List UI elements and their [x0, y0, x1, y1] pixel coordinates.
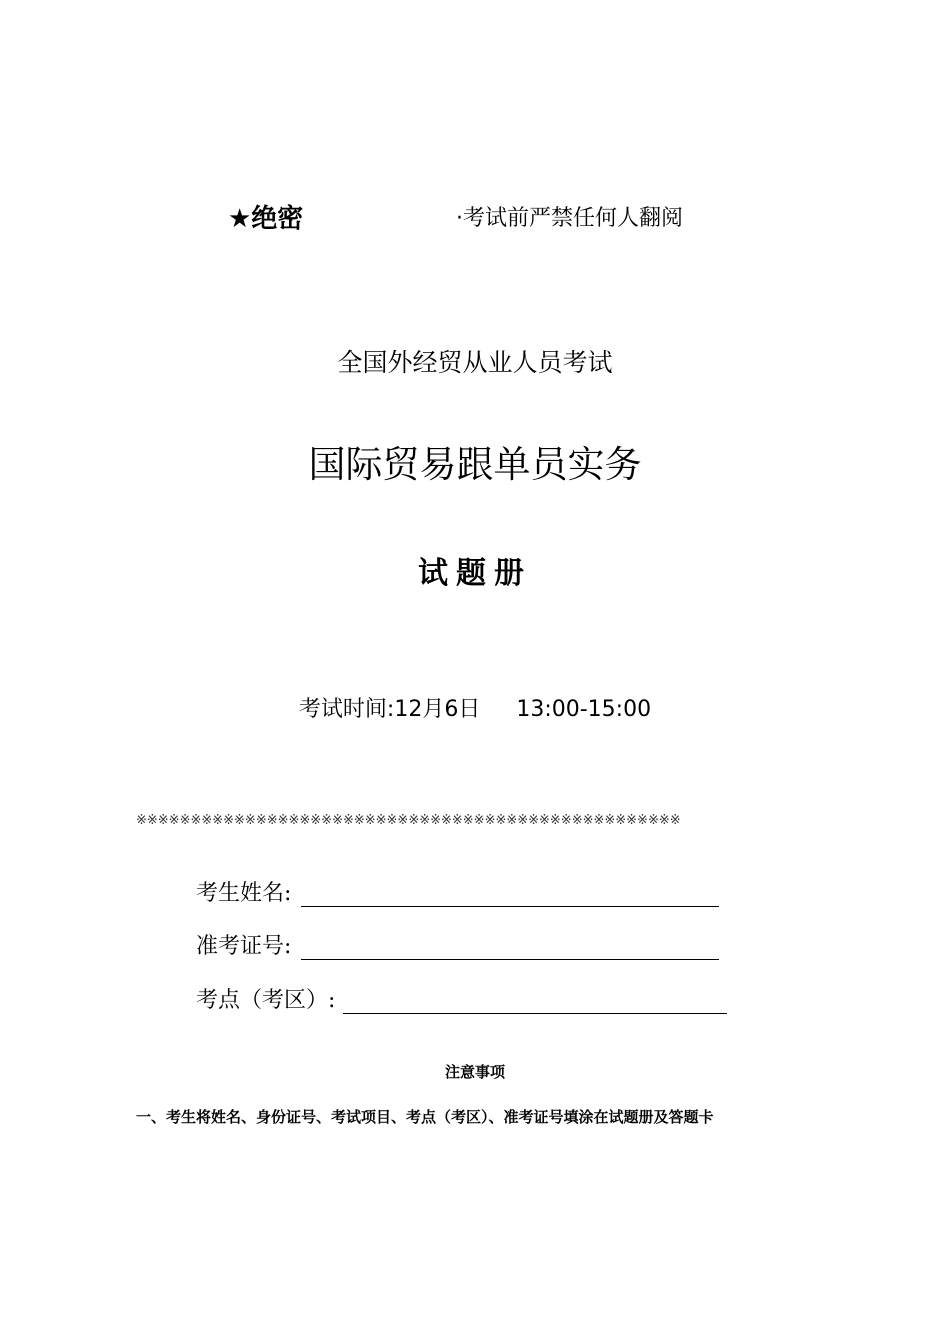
exam-organization-title: 全国外经贸从业人员考试	[337, 348, 613, 377]
confidential-label: ★绝密	[228, 204, 304, 234]
exam-hours: 13:00-15:00	[516, 697, 652, 722]
admission-number-field	[196, 929, 719, 960]
exam-location-label: 考点（考区）:	[196, 988, 336, 1013]
no-preview-warning: ·考试前严禁任何人翻阅	[456, 206, 683, 231]
exam-date: 12月6日	[394, 697, 481, 722]
candidate-name-blank[interactable]	[301, 884, 719, 907]
candidate-name-field	[196, 876, 719, 907]
separator-line: ※※※※※※※※※※※※※※※※※※※※※※※※※※※※※※※※※※※※※※※※※※※※※※※※※※	[136, 813, 681, 828]
exam-time-label: 考试时间:	[298, 697, 395, 722]
admission-number-label: 准考证号:	[196, 934, 292, 959]
exam-subject-title: 国际贸易跟单员实务	[308, 443, 642, 486]
exam-location-field	[196, 983, 727, 1014]
exam-time	[0, 692, 950, 723]
exam-location-blank[interactable]	[343, 991, 727, 1014]
notice-item-1: 一、考生将姓名、身份证号、考试项目、考点（考区）、准考证号填涂在试题册及答题卡	[136, 1108, 714, 1126]
candidate-name-label: 考生姓名:	[196, 881, 292, 906]
notice-title: 注意事项	[444, 1063, 505, 1081]
admission-number-blank[interactable]	[301, 937, 719, 960]
booklet-title: 试题册	[418, 556, 532, 591]
